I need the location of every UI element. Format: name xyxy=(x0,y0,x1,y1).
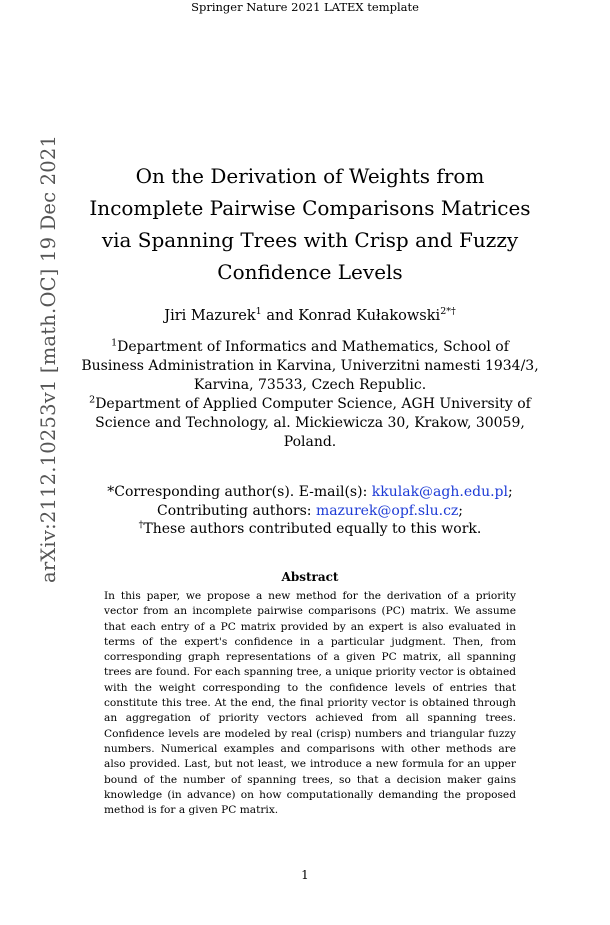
contact-block xyxy=(80,483,540,539)
affiliation-1-mark: 1 xyxy=(111,337,118,349)
author-1-name: Jiri Mazurek xyxy=(164,308,256,324)
corresponding-suffix: ; xyxy=(508,484,513,500)
corresponding-email-link[interactable]: kkulak@agh.edu.pl xyxy=(371,484,508,500)
author-connector: and xyxy=(266,308,294,324)
affiliation-2-text: Department of Applied Computer Science, AGH University of Science and Technology, al. Mickiewicza 30, Krakow, 30059, Poland. xyxy=(95,396,531,450)
contributing-suffix: ; xyxy=(458,502,464,519)
author-1-affiliation-mark: 1 xyxy=(255,306,262,318)
author-list xyxy=(80,307,540,325)
contributing-line xyxy=(80,502,540,521)
affiliation-1-text: Department of Informatics and Mathematics, School of Business Administration in Karvina, Univerzitni namesti 1934/3, Karvina, 73533, Czech Republic. xyxy=(81,339,539,393)
contributing-label: Contributing authors: xyxy=(156,502,312,519)
affiliation-2 xyxy=(80,395,540,452)
equal-contribution-text: These authors contributed equally to this work. xyxy=(143,521,482,537)
contributing-email-link[interactable]: mazurek@opf.slu.cz xyxy=(315,502,459,519)
affiliation-1 xyxy=(80,338,540,395)
abstract-body: In this paper, we propose a new method for the derivation of a priority vector from an incomplete pairwise comparisons (PC) matrix. We assume that each entry of a PC matrix provided by an expert is also evaluated in terms of the expert's confidence in a particular judgment. Then, from corresponding graph representations of a given PC matrix, all spanning trees are found. For each spanning tree, a unique priority vector is obtained with the weight corresponding to the confidence levels of entries that constitute this tree. At the end, the final priority vector is obtained through an aggregation of priority vectors achieved from all spanning trees. Confidence levels are modeled by real (crisp) numbers and triangular fuzzy numbers. Numerical examples and comparisons with other methods are also provided. Last, but not least, we introduce a new formula for an upper bound of the number of spanning trees, so that a decision maker gains knowledge (in advance) on how computationally demanding the proposed method is for a given PC matrix. xyxy=(104,590,516,817)
arxiv-identifier: arXiv:2112.10253v1 [math.OC] 19 Dec 2021 xyxy=(37,134,60,583)
corresponding-label: *Corresponding author(s). E-mail(s): xyxy=(107,484,368,500)
corresponding-line xyxy=(80,483,540,502)
abstract-heading: Abstract xyxy=(281,570,339,584)
equal-contribution-line xyxy=(80,520,540,539)
running-header: Springer Nature 2021 LATEX template xyxy=(191,0,419,14)
page-number: 1 xyxy=(301,868,309,882)
paper-title: On the Derivation of Weights from Incomplete Pairwise Comparisons Matrices via Spanning Trees with Crisp and Fuzzy Confidence Levels xyxy=(89,164,531,284)
equal-contribution-mark: † xyxy=(138,519,144,531)
affiliation-2-mark: 2 xyxy=(89,394,96,406)
author-2-name: Konrad Kułakowski xyxy=(298,308,441,324)
author-2-affiliation-mark: 2*† xyxy=(440,306,456,318)
